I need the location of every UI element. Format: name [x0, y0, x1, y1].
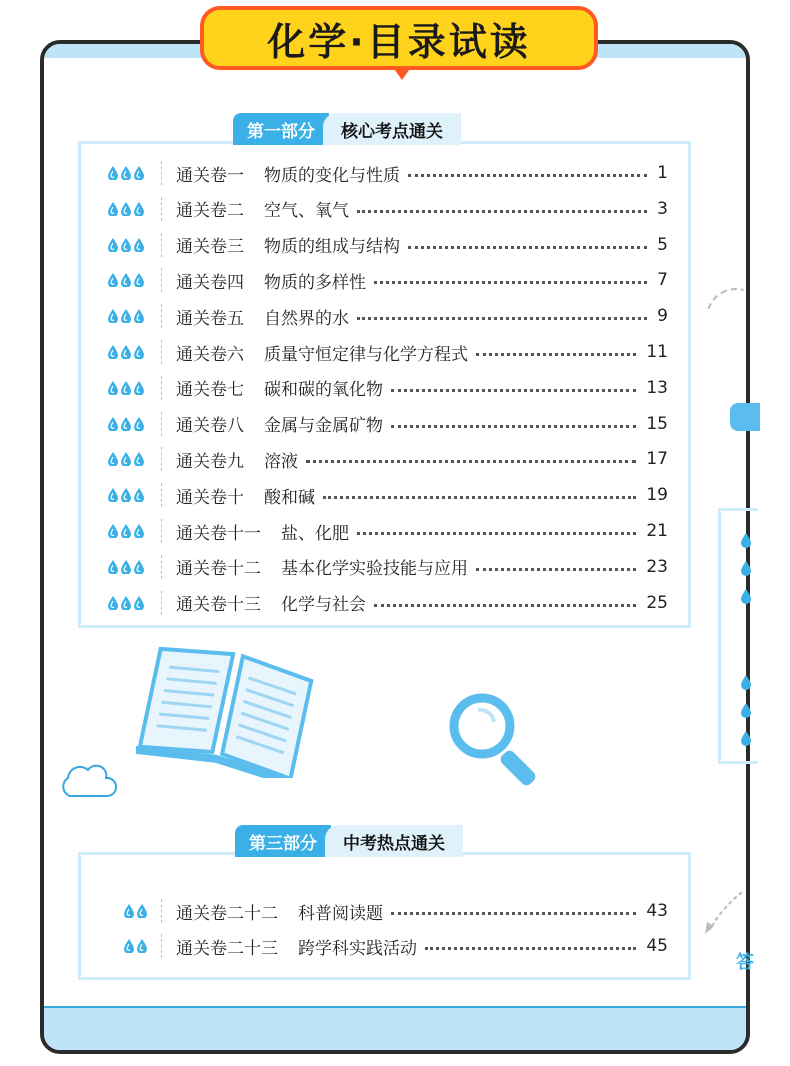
toc-row-label: 通关卷二十二 [176, 903, 278, 924]
toc-row-topic: 金属与金属矿物 [264, 416, 383, 437]
water-drop-icon [121, 452, 131, 466]
toc-row-page: 11 [646, 342, 668, 362]
water-drop-icon [134, 560, 144, 574]
row-separator [161, 519, 162, 543]
water-drop-icon [108, 345, 118, 359]
water-drop-icon [121, 238, 131, 252]
part3-tab [235, 825, 463, 857]
row-separator [161, 376, 162, 400]
toc-row-page: 23 [646, 556, 668, 577]
toc-row[interactable] [81, 585, 688, 621]
difficulty-drops [124, 939, 147, 953]
toc-row-label: 通关卷七 [176, 380, 244, 401]
water-drop-icon [121, 166, 131, 180]
toc-row-page: 1 [657, 163, 668, 183]
part1-tab-label: 第一部分 [233, 113, 329, 145]
water-drop-icon [108, 452, 118, 466]
water-drop-icon [108, 381, 118, 395]
toc-row-topic: 科普阅读题 [298, 903, 383, 924]
open-book-icon [136, 636, 318, 778]
difficulty-drops [108, 273, 144, 287]
leader-dots [374, 281, 647, 284]
toc-row-page: 19 [646, 485, 668, 506]
leader-dots [357, 317, 647, 320]
toc-row-label: 通关卷六 [176, 344, 244, 365]
water-drop-icon [121, 202, 131, 216]
toc-row-topic: 化学与社会 [281, 595, 366, 616]
leader-dots [323, 496, 636, 499]
toc-row[interactable] [81, 441, 688, 477]
toc-row-topic: 基本化学实验技能与应用 [281, 559, 468, 580]
toc-row-topic: 质量守恒定律与化学方程式 [264, 344, 468, 365]
frame-bottom-band [44, 1006, 746, 1050]
difficulty-drops [108, 238, 144, 252]
water-drop-icon [124, 939, 134, 953]
water-drop-icon [134, 273, 144, 287]
water-drop-icon [121, 381, 131, 395]
toc-row-topic: 盐、化肥 [281, 523, 349, 544]
toc-row-page: 13 [646, 377, 668, 398]
toc-row-topic: 跨学科实践活动 [298, 938, 417, 959]
toc-row-label: 通关卷十二 [176, 559, 261, 580]
part3-tab-label: 第三部分 [235, 825, 331, 857]
toc-row-page: 7 [657, 270, 668, 291]
toc-row-page: 21 [646, 521, 668, 541]
toc-row-label: 通关卷二十三 [176, 938, 278, 959]
leader-dots [391, 389, 636, 392]
toc-row-page: 3 [657, 198, 668, 219]
difficulty-drops [108, 166, 144, 180]
toc-row-page: 9 [657, 306, 668, 327]
difficulty-drops [108, 381, 144, 395]
water-drop-icon [134, 309, 144, 323]
toc-row-page: 15 [646, 413, 668, 434]
toc-row[interactable] [81, 227, 688, 263]
water-drop-icon [134, 417, 144, 431]
toc-row[interactable] [81, 298, 688, 334]
water-drop-icon [121, 596, 131, 610]
water-drop-icon [121, 560, 131, 574]
water-drop-icon [134, 596, 144, 610]
water-drop-icon [134, 488, 144, 502]
toc-row-label: 通关卷五 [176, 308, 244, 329]
leader-dots [357, 532, 636, 535]
toc-row[interactable] [81, 262, 688, 298]
toc-row[interactable] [81, 893, 688, 929]
difficulty-drops [108, 452, 144, 466]
toc-row-topic: 酸和碱 [264, 487, 315, 508]
toc-row-label: 通关卷十一 [176, 523, 261, 544]
row-separator [161, 304, 162, 328]
toc-row-topic: 物质的变化与性质 [264, 165, 400, 186]
toc-row-topic: 碳和碳的氧化物 [264, 380, 383, 401]
side-fragment-text: 答 [736, 952, 754, 973]
toc-row-topic: 物质的多样性 [264, 272, 366, 293]
difficulty-drops [108, 202, 144, 216]
toc-row-label: 通关卷二 [176, 201, 244, 222]
water-drop-icon [134, 202, 144, 216]
row-separator [161, 340, 162, 364]
water-drop-icon [121, 417, 131, 431]
toc-row-page: 17 [646, 449, 668, 470]
leader-dots [391, 912, 636, 915]
row-separator [161, 934, 162, 958]
leader-dots [408, 174, 647, 177]
leader-dots [306, 460, 636, 463]
water-drop-icon [741, 531, 757, 771]
leader-dots [476, 568, 636, 571]
water-drop-icon [108, 417, 118, 431]
row-separator [161, 899, 162, 923]
water-drop-icon [134, 345, 144, 359]
difficulty-drops [108, 345, 144, 359]
part3-toc-box [78, 852, 691, 980]
toc-row[interactable] [81, 191, 688, 227]
water-drop-icon [108, 273, 118, 287]
toc-row-page: 45 [646, 936, 668, 956]
water-drop-icon [121, 309, 131, 323]
toc-row[interactable] [81, 155, 688, 191]
part3-tab-title: 中考热点通关 [325, 825, 463, 857]
toc-row-page: 25 [646, 592, 668, 613]
row-separator [161, 555, 162, 579]
water-drop-icon [134, 166, 144, 180]
part1-toc-box [78, 141, 691, 628]
row-separator [161, 412, 162, 436]
toc-row[interactable] [81, 370, 688, 406]
arrow-icon [702, 888, 746, 938]
water-drop-icon [137, 904, 147, 918]
toc-row[interactable] [81, 477, 688, 513]
part1-tab [233, 113, 461, 145]
toc-row-topic: 自然界的水 [264, 308, 349, 329]
toc-row-label: 通关卷十 [176, 487, 244, 508]
difficulty-drops [108, 309, 144, 323]
leader-dots [357, 210, 647, 213]
water-drop-icon [108, 238, 118, 252]
water-drop-icon [124, 904, 134, 918]
toc-row-label: 通关卷三 [176, 237, 244, 258]
cloud-icon [58, 760, 118, 802]
toc-row-topic: 物质的组成与结构 [264, 237, 400, 258]
water-drop-icon [121, 488, 131, 502]
toc-row-page: 43 [646, 901, 668, 921]
water-drop-icon [134, 452, 144, 466]
water-drop-icon [108, 488, 118, 502]
difficulty-drops [108, 596, 144, 610]
toc-row[interactable] [81, 549, 688, 585]
row-separator [161, 197, 162, 221]
water-drop-icon [108, 309, 118, 323]
water-drop-icon [137, 939, 147, 953]
leader-dots [374, 604, 636, 607]
toc-row-label: 通关卷九 [176, 451, 244, 472]
toc-row-page: 5 [657, 234, 668, 255]
row-separator [161, 161, 162, 185]
water-drop-icon [134, 238, 144, 252]
water-drop-icon [108, 524, 118, 538]
difficulty-drops [124, 904, 147, 918]
leader-dots [476, 353, 636, 356]
water-drop-icon [134, 524, 144, 538]
water-drop-icon [108, 560, 118, 574]
difficulty-drops [108, 488, 144, 502]
row-separator [161, 233, 162, 257]
difficulty-drops [108, 524, 144, 538]
water-drop-icon [108, 596, 118, 610]
toc-row-label: 通关卷一 [176, 165, 244, 186]
magnifier-icon [444, 690, 548, 790]
row-separator [161, 483, 162, 507]
water-drop-icon [134, 381, 144, 395]
difficulty-drops [108, 560, 144, 574]
side-box-decoration [718, 508, 758, 764]
toc-row[interactable] [81, 406, 688, 442]
toc-row[interactable] [81, 513, 688, 549]
water-drop-icon [121, 273, 131, 287]
toc-row-topic: 溶液 [264, 451, 298, 472]
toc-row-label: 通关卷十三 [176, 595, 261, 616]
page-title: 化学·目录试读 [200, 6, 598, 70]
leader-dots [425, 947, 636, 950]
toc-row-label: 通关卷四 [176, 272, 244, 293]
title-pointer [392, 66, 412, 80]
difficulty-drops [108, 417, 144, 431]
row-separator [161, 591, 162, 615]
water-drop-icon [108, 202, 118, 216]
toc-row[interactable] [81, 928, 688, 964]
water-drop-icon [121, 345, 131, 359]
toc-row[interactable] [81, 334, 688, 370]
part1-tab-title: 核心考点通关 [323, 113, 461, 145]
row-separator [161, 447, 162, 471]
side-tab-decoration [730, 403, 760, 431]
leader-dots [408, 246, 647, 249]
water-drop-icon [121, 524, 131, 538]
toc-row-label: 通关卷八 [176, 416, 244, 437]
toc-row-topic: 空气、氧气 [264, 201, 349, 222]
leader-dots [391, 425, 636, 428]
row-separator [161, 268, 162, 292]
water-drop-icon [108, 166, 118, 180]
